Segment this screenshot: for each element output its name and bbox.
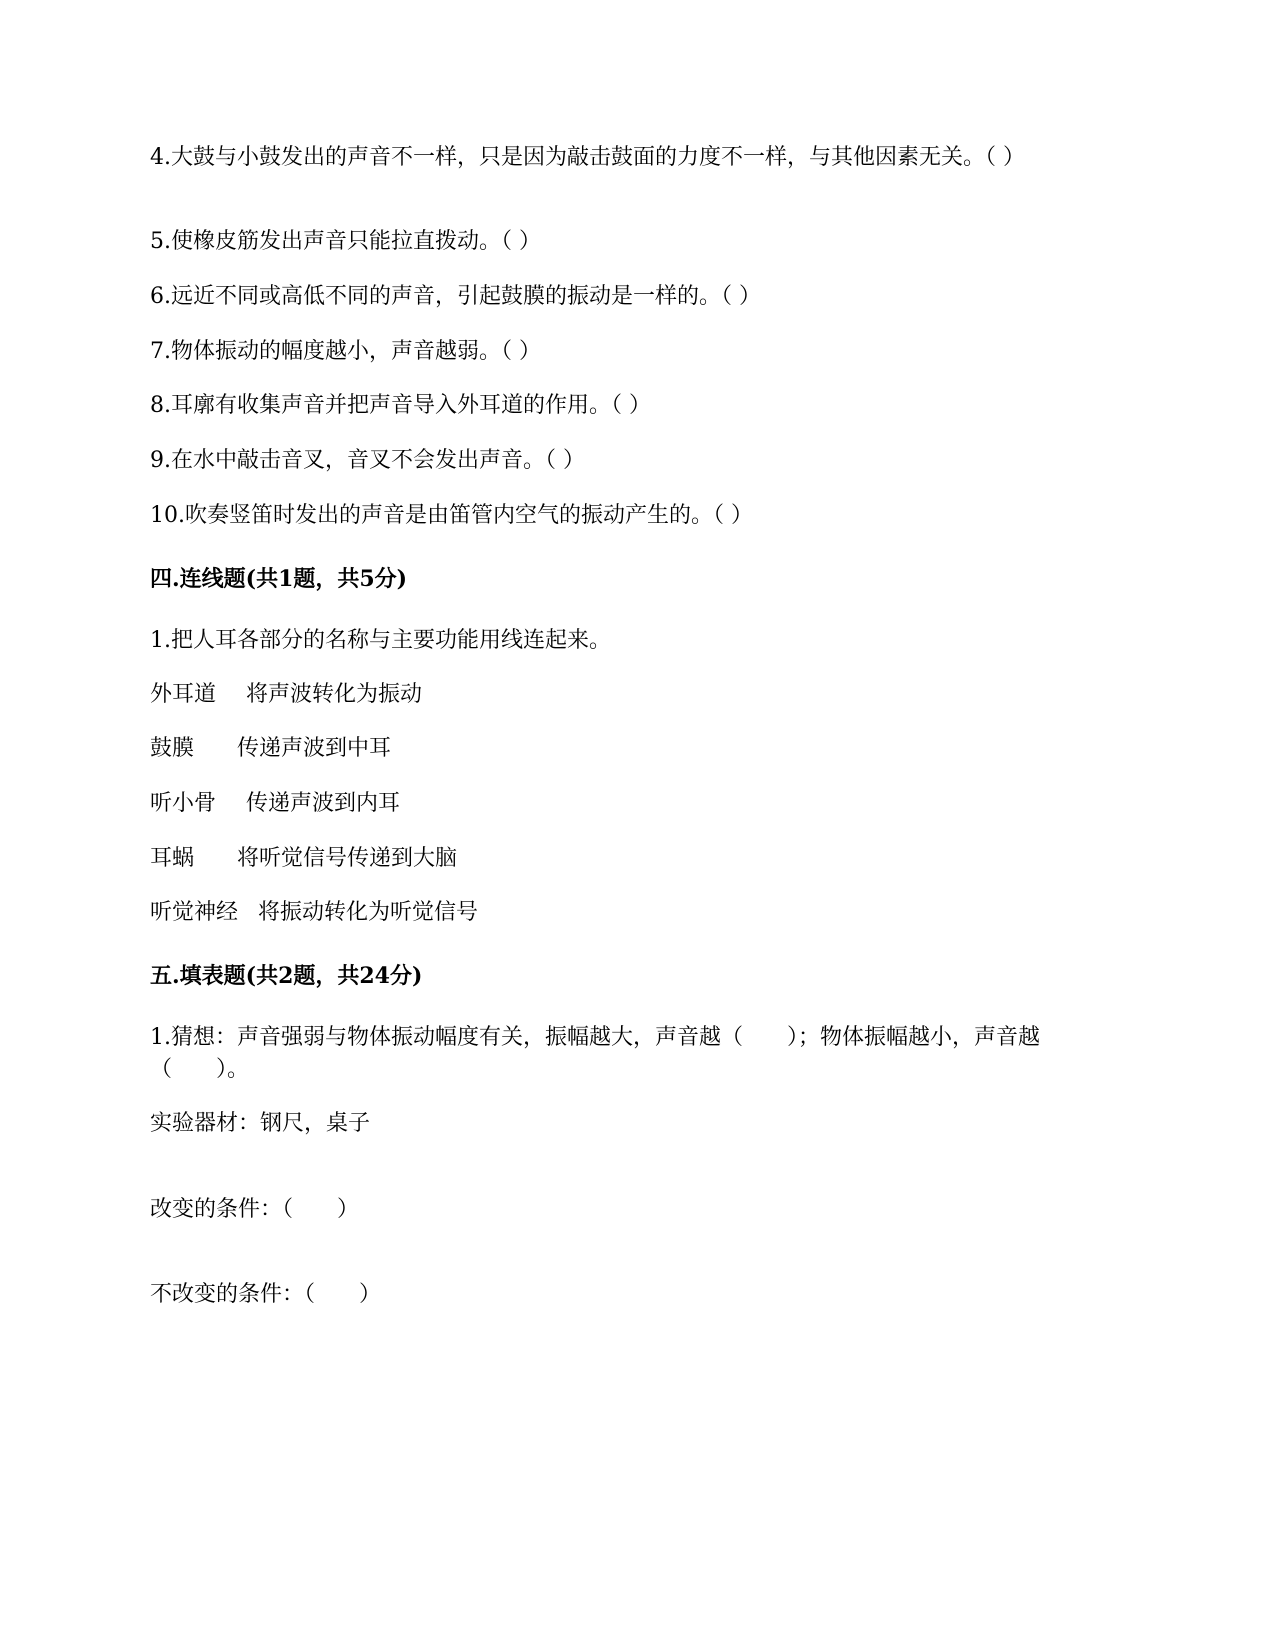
judgement-question-4: 4.大鼓与小鼓发出的声音不一样，只是因为敲击鼓面的力度不一样，与其他因素无关。（ ） [150,145,1025,170]
fill-question: 1.猜想：声音强弱与物体振动幅度有关，振幅越大，声音越（ ）；物体振幅越小，声音越（ ）。 [150,1025,1040,1082]
judgement-question-8: 8.耳廓有收集声音并把声音导入外耳道的作用。（ ） [150,393,651,418]
ear-part-function: 将听觉信号传递到大脑 [237,846,458,871]
matching-row [150,733,391,765]
matching-row [150,843,457,875]
judgement-question-10: 10.吹奏竖笛时发出的声音是由笛管内空气的振动产生的。（ ） [150,503,753,528]
matching-row [150,788,400,820]
judgement-question-7: 7.物体振动的幅度越小，声音越弱。（ ） [150,339,541,364]
matching-row [150,897,478,929]
ear-part-name: 鼓膜 [150,736,195,761]
matching-row [150,679,422,711]
judgement-question-5: 5.使橡皮筋发出声音只能拉直拨动。（ ） [150,229,541,254]
exam-page [150,0,1125,1650]
ear-part-function: 将振动转化为听觉信号 [258,900,479,925]
matching-question: 1.把人耳各部分的名称与主要功能用线连起来。 [150,628,611,653]
ear-part-name: 听小骨 [150,791,217,816]
ear-part-function: 将声波转化为振动 [246,682,423,707]
ear-part-name: 外耳道 [150,682,217,707]
judgement-question-6: 6.远近不同或高低不同的声音，引起鼓膜的振动是一样的。（ ） [150,284,761,309]
judgement-question-9: 9.在水中敲击音叉，音叉不会发出声音。（ ） [150,448,585,473]
ear-part-name: 听觉神经 [150,900,239,925]
section-4-heading: 四.连线题(共1题，共5分) [150,566,408,592]
unchanged-condition: 不改变的条件：（ ） [150,1282,382,1307]
ear-part-function: 传递声波到中耳 [237,736,392,761]
changed-condition: 改变的条件：（ ） [150,1197,360,1222]
ear-part-name: 耳蜗 [150,846,195,871]
section-5-heading: 五.填表题(共2题，共24分) [150,963,423,989]
experiment-materials: 实验器材：钢尺，桌子 [150,1111,371,1136]
ear-part-function: 传递声波到内耳 [246,791,401,816]
